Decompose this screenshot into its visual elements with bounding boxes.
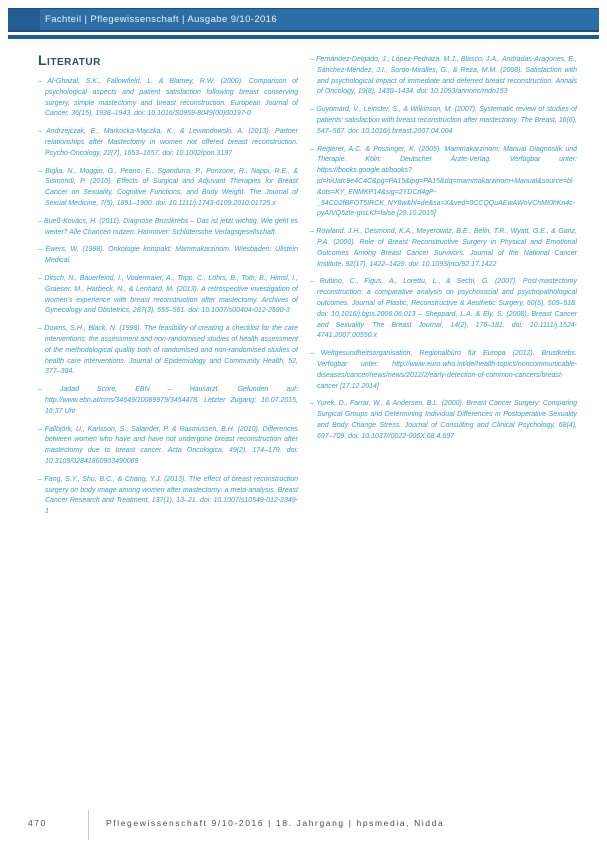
reference-item: – Andrzejczak, E., Markocka-Mączka, K., & Lewandowski, A. (2013). Partner relationships after Mastectomy in women not offered breast reconstruction. Psycho-Oncology, 22(7), 1653–1657. doi: 10.1002/pon.3197: [38, 128, 298, 157]
page-number: 470: [28, 818, 47, 828]
right-column: [310, 52, 577, 525]
left-column: [38, 52, 298, 525]
reference-item: – Guyomard, V., Leinster, S., & Wilkinson, M. (2007). Systematic review of studies of patients' satisfaction with breast reconstruction after mastectomy. The Breast, 16(6), 547–567. doi: 10.1016/j.breast.2007.04.004: [310, 106, 577, 135]
reference-item: – Fernández-Delgado, J., López-Pedraza, M.J., Blasco, J.A., Andradas-Aragones, E., Sánchez-Méndez, J.I., Sordo-Miralles, G., & Reza, M.M. (2008). Satisfaction with and psychological impact of immediate and deferred breast reconstruction. Annals of Oncology, 19(8), 1430–1434. doi: 10.1093/annonc/mdn153: [310, 56, 577, 96]
header-bar: [8, 8, 599, 32]
reference-item: – Regierer, A.C. & Possinger, K. (2005). Mammakarzinom: Manual Diagnostik und Therapie. Köln: Deutscher Ärzte-Verlag. Verfügbar unter: https://books.google.at/books?id=hiUatc9e4C4C&pg=PA15&lpg=PA15&dq=mammakarzinom+Manual&source=bl&ots=KY_ENMKP14&sig=2YDCd4gP-_54CD2fBFOT5IRCK_NY8w&hl=de&sa=X&ved=0CCQQuAEwAWoVChMI0hKn4c-pyAIVQ5zte-gisLKf=false [29.10.2015]: [310, 145, 577, 218]
section-heading: Literatur: [38, 52, 101, 68]
reference-item: – Rowland, J.H., Desmond, K.A., Meyerowitz, B.E., Belin, T.R., Wyatt, G.E., & Ganz, P.A. (2000). Role of Breast Reconstructive Surgery in Physical and Emotional Outcomes Among Breast Cancer Survivors. Journal of the National Cancer Institute, 92(17), 1422–1429. doi: 10.1093/jnci/92.17.1422: [310, 228, 577, 268]
reference-item: – Jadad Score, EBN – Hausarzt. Gefunden auf: http://www.ebn.at/cms/34649/10089979/3454478. Letzter Zugang: 16.07.2015, 16:37 Uhr: [38, 386, 298, 415]
reference-item: – Rubino, C., Figus, A., Lorettu, L., & Sechi, G. (2007). Post-mastectomy reconstruction: a comparative analysis on psychosocial and psychopathological outcomes. Journal of Plastic, Reconstructive & Aesthetic Surgery, 60(5), 509–518. doi: 10.1016/j.bjps.2006.06.013 – Sheppard, L.A. & Ely, S. (2008). Breast Cancer and Sexuality. The Breast Journal, 14(2), 176–181. doi: 10.1111/j.1524-4741.2007.00550.x: [310, 278, 577, 340]
header-title: Fachteil | Pflegewissenschaft | Ausgabe 9/10-2016: [45, 14, 278, 25]
reference-item: – Fallbjörk, U., Karlsson, S., Salander, P. & Rasmussen, B.H. (2010). Differences between women who have and have not undergone breast reconstruction after mastectomy due to breast cancer. Acta Oncologica, 49(2), 174–179. doi: 10.3109/02841860903490069: [38, 425, 298, 465]
reference-item: – Al-Ghazal, S.K., Fallowfield, L. & Blamey, R.W. (2000). Comparison of psychological aspects and patient satisfaction following breast conserving surgery, simple mastectomy and breast reconstruction. European Journal of Cancer, 36(15), 1938–1943. doi: 10.1016/S0959-8049(00)00197-0: [38, 78, 298, 118]
reference-item: – Biglia, N., Moggio, G., Peano, E., Sgandurra, P., Ponzone, R., Nappi, R.E., & Sismondi, P. (2010). Effects of Surgical and Adjuvant Therapies for Breast Cancer on Sexuality, Cognitive Functions, and Body Weight. The Journal of Sexual Medicine, 7(5), 1891–1900. doi: 10.1111/j.1743-6109.2010.01725.x: [38, 167, 298, 207]
reference-item: – Downs, S.H., Black, N. (1998). The feasibility of creating a checklist for the care interventions: the assessment and non-randomised studies of health assessment of the methodological quality both of randomised and non-randomised studies of health care interventions. Journal of Epidemiology and Community Health, 52, 377–384.: [38, 325, 298, 376]
reference-item: – Ditsch, N., Bauerfeind, I., Vodermaier, A., Tripp, C., Löhrs, B., Toth, B., Himsl, I., Graeser, M., Harbeck, N., & Lenhard, M. (2013). A retrospective investigation of women's experience with breast reconstruction after mastectomy. Archives of Gynecology and Obstetrics, 287(3), 555–561. doi: 10.1007/s00404-012-2590-3: [38, 274, 298, 315]
header-accent-block: [8, 9, 40, 30]
page-footer: [0, 810, 607, 840]
footer-divider: [88, 810, 89, 840]
reference-item: – Fang, S.Y., Shu, B.C., & Chang, Y.J. (2013). The effect of breast reconstruction surgery on body image among women after mastectomy: a meta-analysis. Breast Cancer Research and Treatment, 137(1), 13–21. doi: 10.1007/s10549-012-2349-1: [38, 475, 298, 516]
reference-item: – Ewers, W. (1998). Onkologie kompakt: Mammakarzinom. Wiesbaden: Ullstein Medical.: [38, 246, 298, 265]
header-rule: [8, 35, 599, 39]
reference-item: – Weltgesundheitsorganisation, Regionalbüro für Europa (2012). Brustkrebs. Verfügbar unter: http://www.euro.who.int/de/health-topics/noncommunicable-diseases/cancer/news/news/2012/2/early-detection-of-common-cancers/breast-cancer [17.12.2014]: [310, 350, 577, 390]
reference-item: – Bueß-Kovács, H. (2011). Diagnose Brustkrebs – Das ist jetzt wichtig. Wie geht es weiter? Alle Chancen nutzen. Hannover: Schlütersche Verlagsgesellschaft.: [38, 217, 298, 236]
reference-item: – Yurek, D., Farrar, W., & Andersen, B.L. (2000). Breast Cancer Surgery: Comparing Surgical Groups and Determining Individual Differences in Postoperative Sexuality and Body Change Stress. Journal of Consulting and Clinical Psychology, 68(4), 697–709. doi: 10.1037//0022-006X.68.4.697: [310, 400, 577, 440]
reference-section: [38, 52, 577, 525]
footer-journal-line: Pflegewissenschaft 9/10-2016 | 18. Jahrgang | hpsmedia, Nidda: [106, 818, 445, 828]
